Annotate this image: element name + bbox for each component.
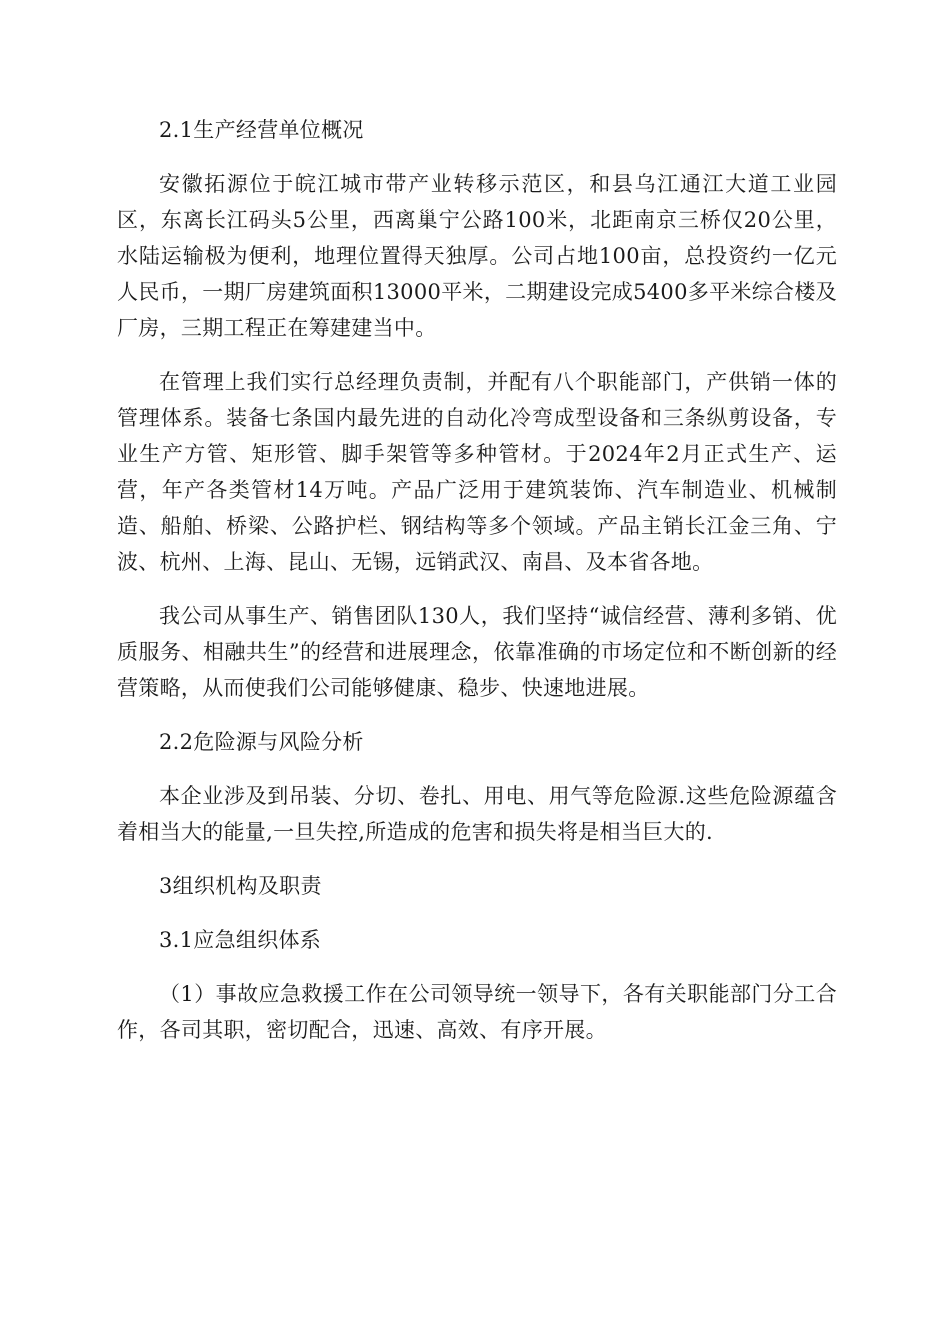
section-heading-3: 3组织机构及职责 — [159, 874, 322, 898]
section-heading-2-1: 2.1生产经营单位概况 — [159, 118, 364, 142]
paragraph-team: 我公司从事生产、销售团队130人，我们坚持“诚信经营、薄利多销、优质服务、相融共生”的经营和进展理念，依靠准确的市场定位和不断创新的经营策略，从而使我们公司能够健康、稳步、快速地进展。 — [117, 604, 837, 700]
paragraph-hazards: 本企业涉及到吊装、分切、卷扎、用电、用气等危险源.这些危险源蕴含着相当大的能量,一旦失控,所造成的危害和损失将是相当巨大的. — [117, 784, 837, 844]
section-heading-2-2: 2.2危险源与风险分析 — [159, 730, 364, 754]
section-heading-3-1: 3.1应急组织体系 — [159, 928, 322, 952]
document-page — [117, 112, 837, 1066]
paragraph-emergency-organization: （1）事故应急救援工作在公司领导统一领导下，各有关职能部门分工合作，各司其职，密切配合，迅速、高效、有序开展。 — [117, 982, 837, 1042]
paragraph-management: 在管理上我们实行总经理负责制，并配有八个职能部门，产供销一体的管理体系。装备七条国内最先进的自动化冷弯成型设备和三条纵剪设备，专业生产方管、矩形管、脚手架管等多种管材。于2024年2月正式生产、运营，年产各类管材14万吨。产品广泛用于建筑装饰、汽车制造业、机械制造、船舶、桥梁、公路护栏、钢结构等多个领域。产品主销长江金三角、宁波、杭州、上海、昆山、无锡，远销武汉、南昌、及本省各地。 — [117, 370, 837, 574]
paragraph-company-location: 安徽拓源位于皖江城市带产业转移示范区，和县乌江通江大道工业园区，东离长江码头5公里，西离巢宁公路100米，北距南京三桥仅20公里，水陆运输极为便利，地理位置得天独厚。公司占地100亩，总投资约一亿元人民币，一期厂房建筑面积13000平米，二期建设完成5400多平米综合楼及厂房，三期工程正在筹建建当中。 — [117, 172, 837, 340]
